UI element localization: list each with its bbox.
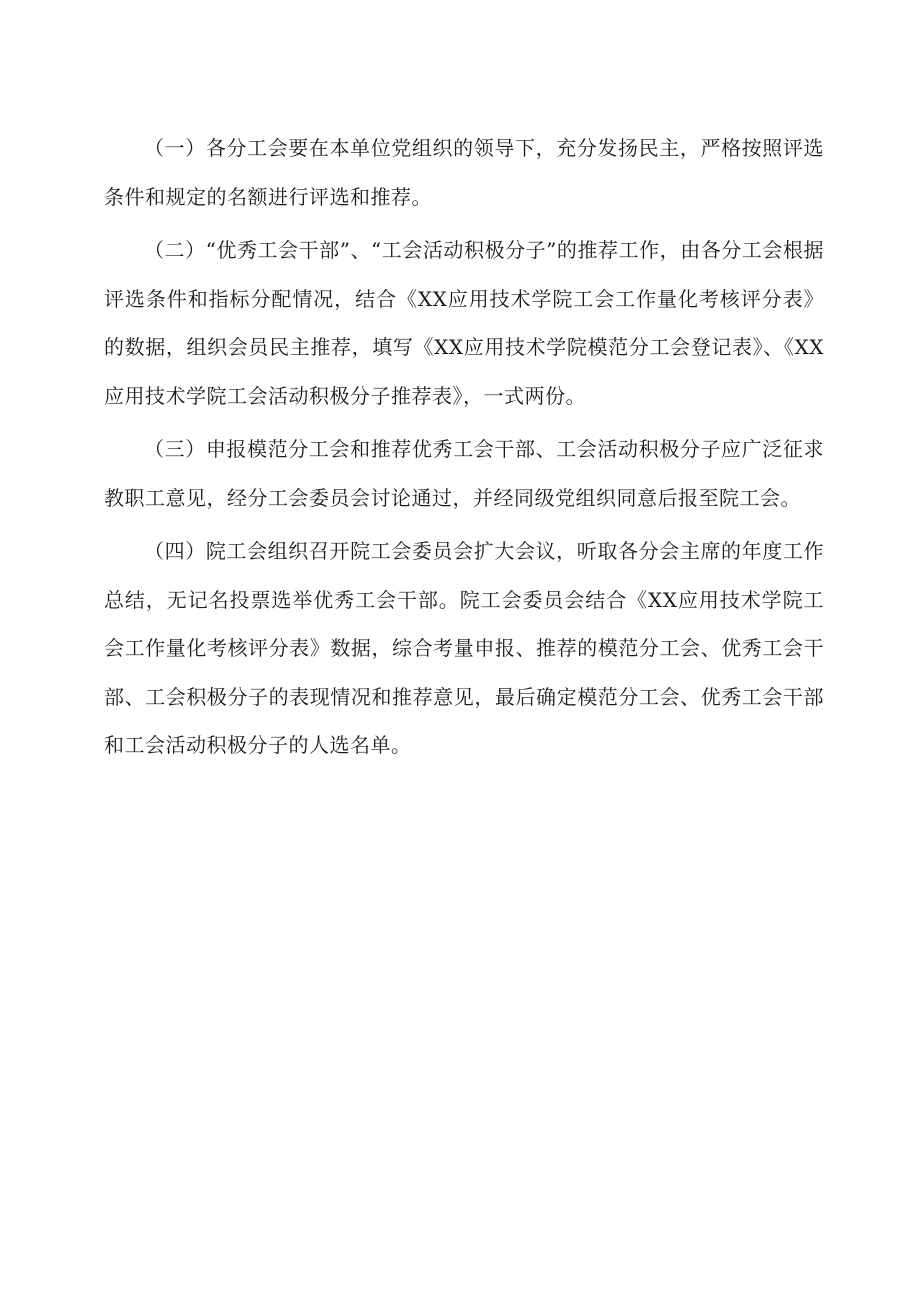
paragraph-3: （三）申报模范分工会和推荐优秀工会干部、工会活动积极分子应广泛征求教职工意见，经分工会委员会讨论通过，并经同级党组织同意后报至院工会。 xyxy=(104,437,824,510)
document-body xyxy=(104,124,824,775)
paragraph-2: （二）“优秀工会干部”、“工会活动积极分子”的推荐工作，由各分工会根据评选条件和指标分配情况，结合《XX应用技术学院工会工作量化考核评分表》的数据，组织会员民主推荐，填写《XX应用技术学院模范分工会登记表》、《XX应用技术学院工会活动积极分子推荐表》，一式两份。 xyxy=(104,238,824,408)
paragraph-4: （四）院工会组织召开院工会委员会扩大会议，听取各分会主席的年度工作总结，无记名投票选举优秀工会干部。院工会委员会结合《XX应用技术学院工会工作量化考核评分表》数据，综合考量申报、推荐的模范分工会、优秀工会干部、工会积极分子的表现情况和推荐意见，最后确定模范分工会、优秀工会干部和工会活动积极分子的人选名单。 xyxy=(104,539,824,757)
paragraph-1: （一）各分工会要在本单位党组织的领导下，充分发扬民主，严格按照评选条件和规定的名额进行评选和推荐。 xyxy=(104,136,824,209)
